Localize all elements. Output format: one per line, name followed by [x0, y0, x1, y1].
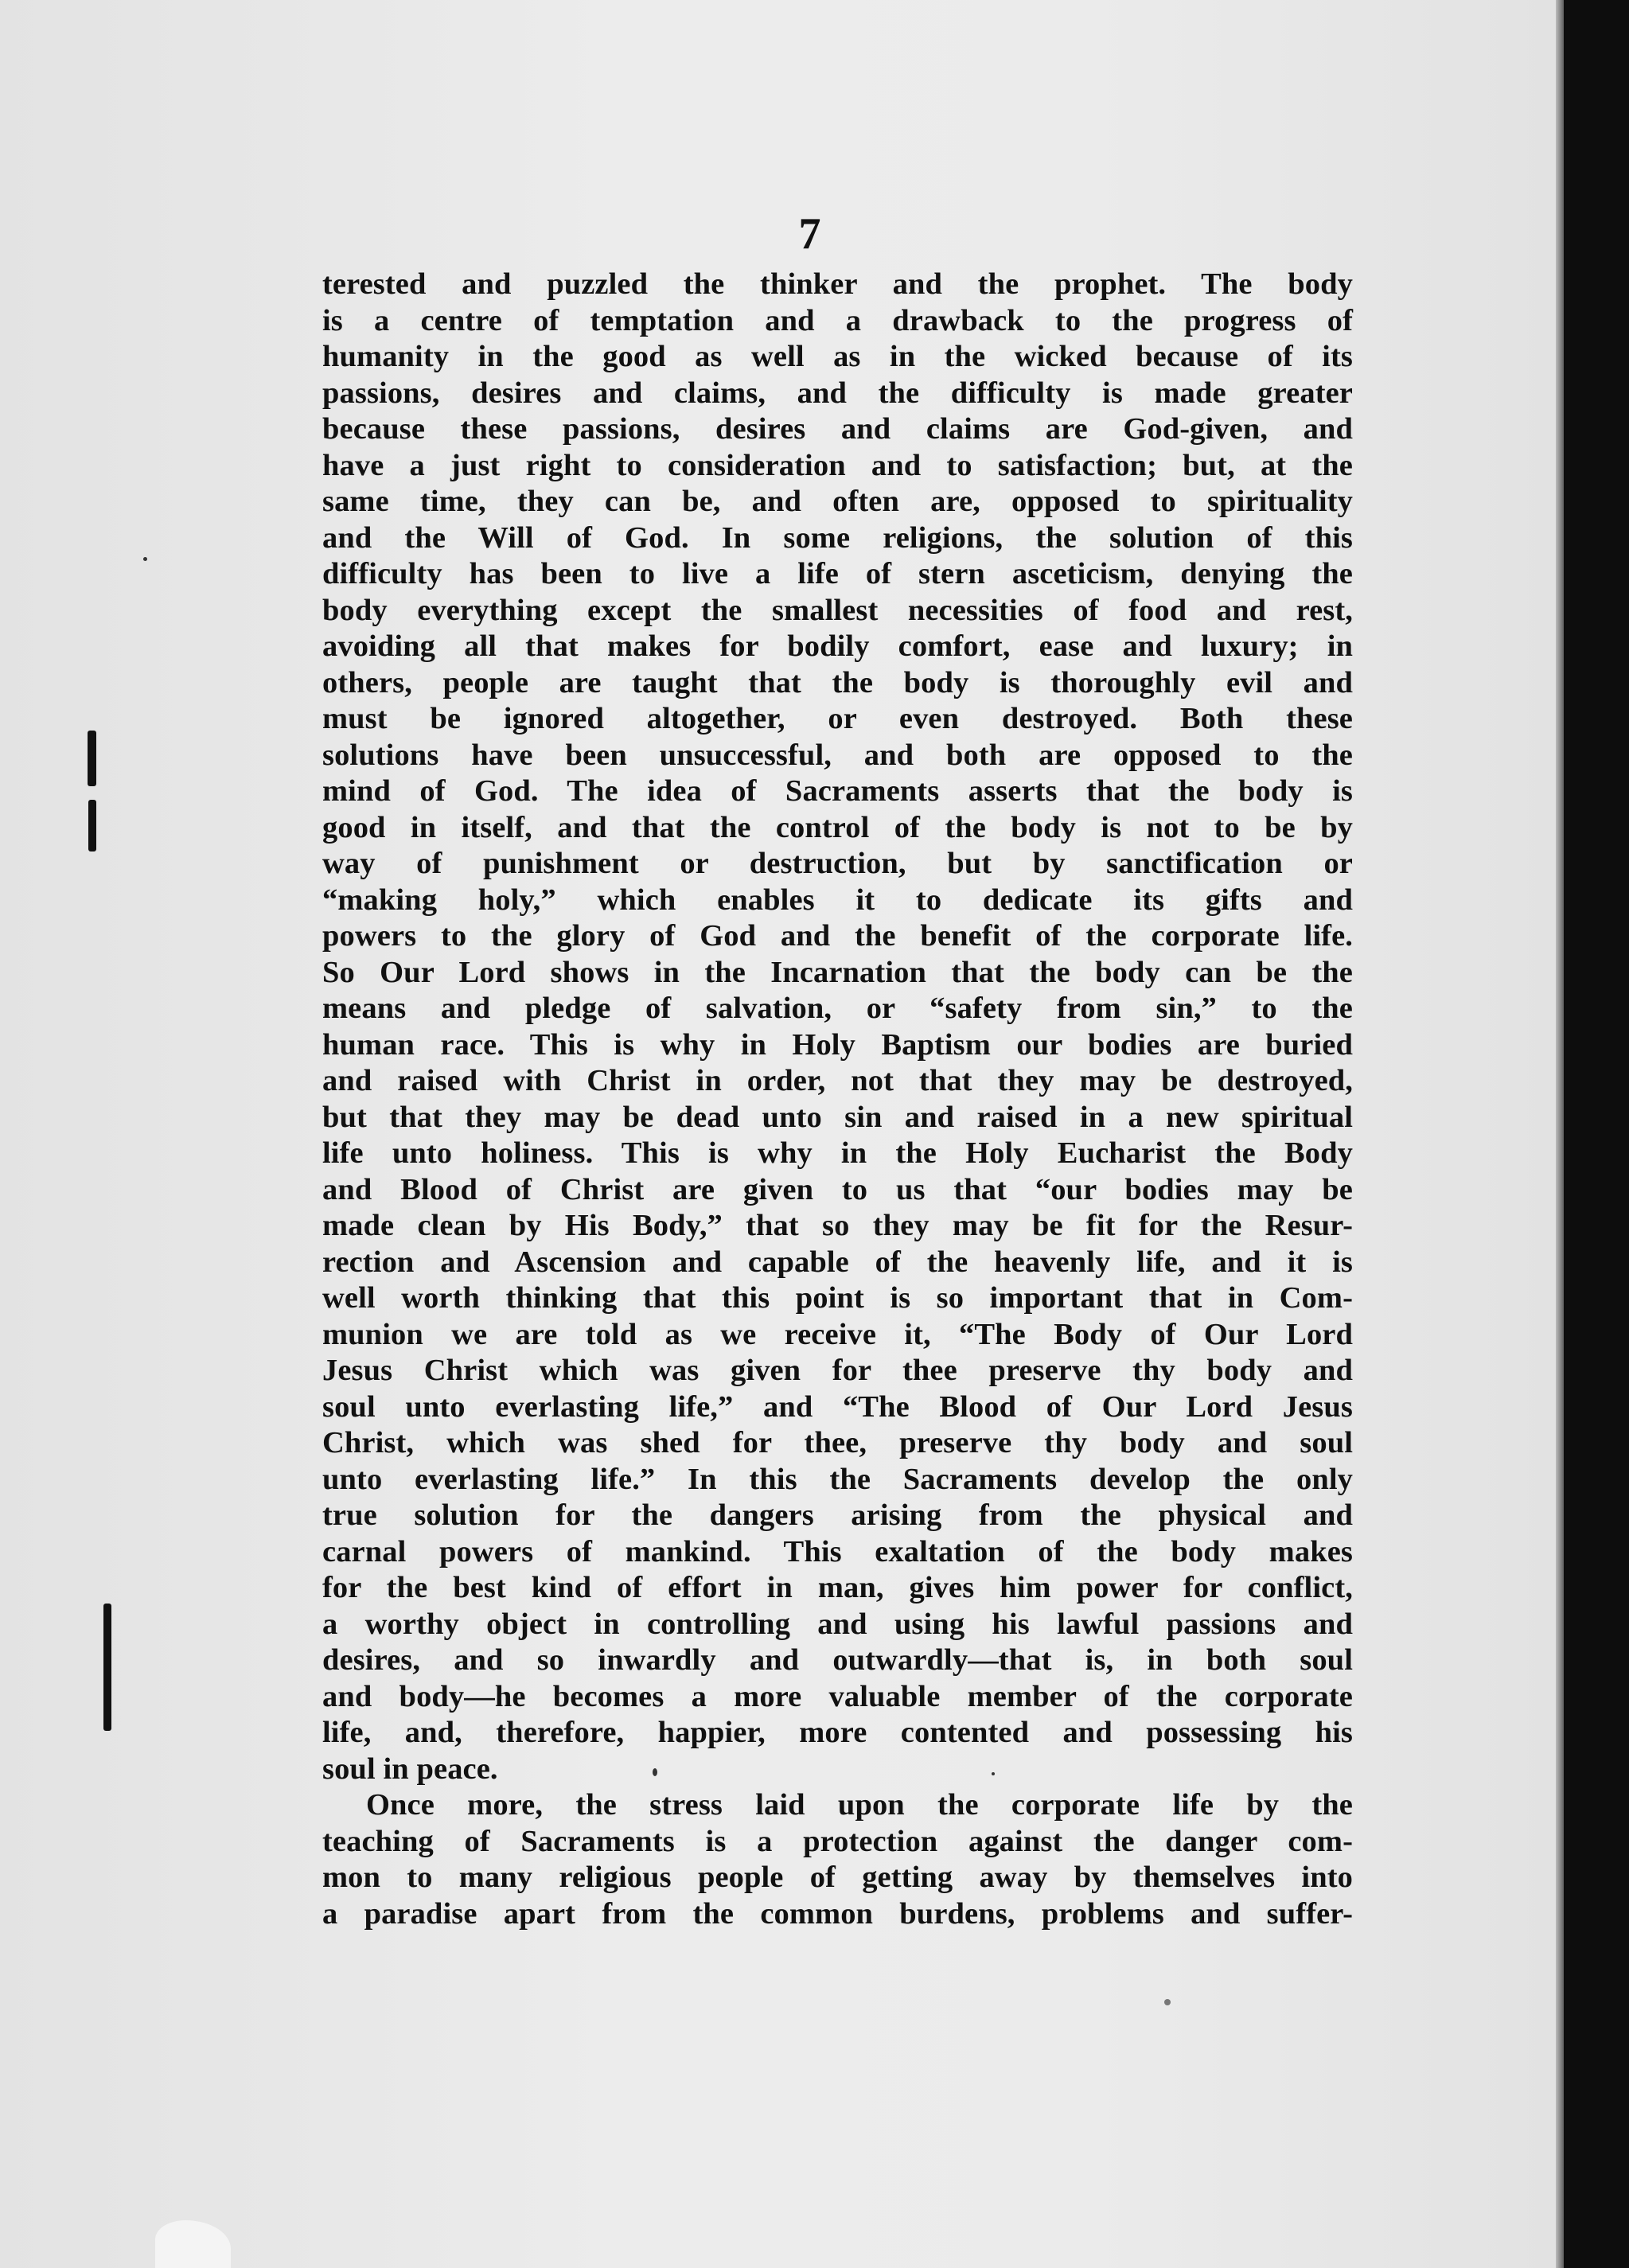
text-line: and raised with Christ in order, not that they may be destroyed,: [322, 1064, 1353, 1097]
text-line: So Our Lord shows in the Incarnation that the body can be the: [322, 955, 1353, 989]
text-line: Jesus Christ which was given for thee preserve thy body and: [322, 1354, 1353, 1387]
text-line: soul in peace.: [322, 1752, 498, 1786]
text-line: way of punishment or destruction, but by sanctification or: [322, 847, 1353, 880]
speck: [143, 557, 147, 561]
text-line: human race. This is why in Holy Baptism our bodies are buried: [322, 1027, 1353, 1062]
text-line: humanity in the good as well as in the wicked because of its: [322, 340, 1353, 373]
text-line: powers to the glory of God and the benefit of the corporate life.: [322, 919, 1353, 953]
text-line: unto everlasting life.” In this the Sacraments develop the only: [322, 1462, 1353, 1496]
text-line: “making holy,” which enables it to dedicate its gifts and: [322, 883, 1353, 917]
text-line: difficulty has been to live a life of stern asceticism, denying the: [322, 557, 1353, 590]
text-line: a paradise apart from the common burdens, problems and suffer-: [322, 1896, 1353, 1931]
scan-border-right: [1564, 0, 1629, 2268]
text-line: soul unto everlasting life,” and “The Blood of Our Lord Jesus: [322, 1389, 1353, 1424]
text-line: body everything except the smallest necessities of food and rest,: [322, 593, 1353, 627]
text-line: means and pledge of salvation, or “safety from sin,” to the: [322, 992, 1353, 1025]
text-line: and the Will of God. In some religions, the solution of this: [322, 520, 1353, 555]
text-line: life, and, therefore, happier, more contented and possessing his: [322, 1716, 1353, 1749]
text-line: mon to many religious people of getting away by themselves into: [322, 1861, 1353, 1894]
text-line: good in itself, and that the control of the body is not to be by: [322, 810, 1353, 844]
text-line: for the best kind of effort in man, gives him power for conflict,: [322, 1571, 1353, 1604]
text-line: well worth thinking that this point is so important that in Com-: [322, 1281, 1353, 1315]
text-line: desires, and so inwardly and outwardly—that is, in both soul: [322, 1643, 1353, 1677]
text-line: and body—he becomes a more valuable member of the corporate: [322, 1679, 1353, 1713]
binding-mark-1: [88, 731, 96, 786]
binding-mark-3: [103, 1604, 111, 1731]
text-line: mind of God. The idea of Sacraments asserts that the body is: [322, 774, 1353, 808]
text-line: but that they may be dead unto sin and raised in a new spiritual: [322, 1100, 1353, 1134]
text-line: made clean by His Body,” that so they may be fit for the Resur-: [322, 1209, 1353, 1242]
text-line: a worthy object in controlling and using his lawful passions and: [322, 1607, 1353, 1641]
text-line: have a just right to consideration and to satisfaction; but, at the: [322, 448, 1353, 482]
text-line: solutions have been unsuccessful, and both are opposed to the: [322, 738, 1353, 772]
text-line: life unto holiness. This is why in the Holy Eucharist the Body: [322, 1136, 1353, 1170]
speck: [1164, 1999, 1171, 2005]
text-line: Once more, the stress laid upon the corporate life by the: [366, 1788, 1353, 1822]
body-text: [322, 267, 1353, 1932]
text-line: true solution for the dangers arising from the physical and: [322, 1498, 1353, 1532]
text-line: must be ignored altogether, or even destroyed. Both these: [322, 702, 1353, 735]
page-number: 7: [798, 209, 821, 259]
text-line: is a centre of temptation and a drawback to the progress of: [322, 303, 1353, 337]
text-line: others, people are taught that the body is thoroughly evil and: [322, 665, 1353, 699]
text-line: munion we are told as we receive it, “The Body of Our Lord: [322, 1317, 1353, 1351]
binding-mark-2: [88, 800, 96, 851]
text-line: same time, they can be, and often are, opposed to spirituality: [322, 485, 1353, 518]
text-line: and Blood of Christ are given to us that “our bodies may be: [322, 1172, 1353, 1206]
text-line: terested and puzzled the thinker and the prophet. The body: [322, 267, 1353, 301]
text-line: passions, desires and claims, and the difficulty is made greater: [322, 376, 1353, 410]
text-line: because these passions, desires and claims are God-given, and: [322, 412, 1353, 446]
text-line: Christ, which was shed for thee, preserve thy body and soul: [322, 1426, 1353, 1459]
text-line: teaching of Sacraments is a protection against the danger com-: [322, 1824, 1353, 1858]
text-line: avoiding all that makes for bodily comfort, ease and luxury; in: [322, 629, 1353, 663]
text-line: rection and Ascension and capable of the heavenly life, and it is: [322, 1245, 1353, 1279]
text-line: carnal powers of mankind. This exaltation of the body makes: [322, 1534, 1353, 1569]
